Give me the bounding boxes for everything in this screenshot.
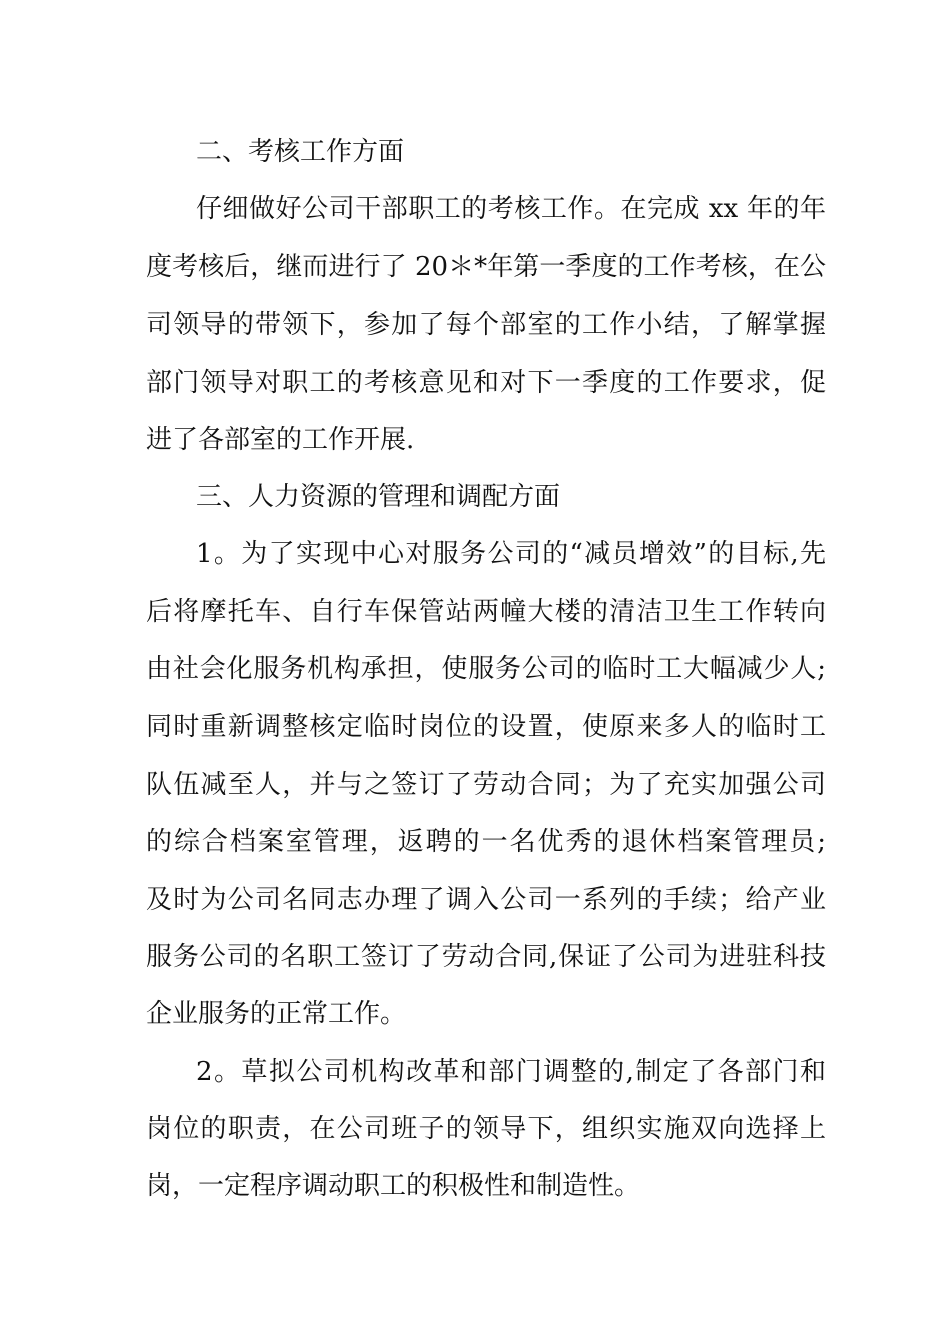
paragraph-line: 2。草拟公司机构改革和部门调整的,制定了各部门和 <box>196 1057 826 1087</box>
section-heading-hr: 三、人力资源的管理和调配方面 <box>196 482 561 512</box>
paragraph-line: 后将摩托车、自行车保管站两幢大楼的清洁卫生工作转向 <box>146 597 826 627</box>
paragraph-line: 岗，一定程序调动职工的积极性和制造性。 <box>146 1171 641 1201</box>
paragraph-line: 队伍减至人，并与之签订了劳动合同；为了充实加强公司 <box>146 770 826 800</box>
paragraph-line: 1。为了实现中心对服务公司的“减员增效”的目标,先 <box>196 539 826 569</box>
paragraph-line: 司领导的带领下，参加了每个部室的工作小结，了解掌握 <box>146 310 826 340</box>
paragraph-line: 度考核后，继而进行了 20＊*年第一季度的工作考核，在公 <box>146 252 826 282</box>
paragraph-line: 岗位的职责，在公司班子的领导下，组织实施双向选择上 <box>146 1114 826 1144</box>
paragraph-line: 企业服务的正常工作。 <box>146 999 407 1029</box>
paragraph-line: 的综合档案室管理，返聘的一名优秀的退休档案管理员; <box>146 827 826 857</box>
paragraph-line: 同时重新调整核定临时岗位的设置，使原来多人的临时工 <box>146 712 826 742</box>
paragraph-line: 及时为公司名同志办理了调入公司一系列的手续；给产业 <box>146 885 826 915</box>
paragraph-line: 部门领导对职工的考核意见和对下一季度的工作要求，促 <box>146 368 826 398</box>
paragraph-line: 服务公司的名职工签订了劳动合同,保证了公司为进驻科技 <box>146 942 826 972</box>
paragraph-line: 进了各部室的工作开展. <box>146 425 415 455</box>
paragraph-line: 由社会化服务机构承担，使服务公司的临时工大幅减少人; <box>146 654 826 684</box>
paragraph-line: 仔细做好公司干部职工的考核工作。在完成 xx 年的年 <box>196 194 826 224</box>
section-heading-assessment: 二、考核工作方面 <box>196 137 405 167</box>
